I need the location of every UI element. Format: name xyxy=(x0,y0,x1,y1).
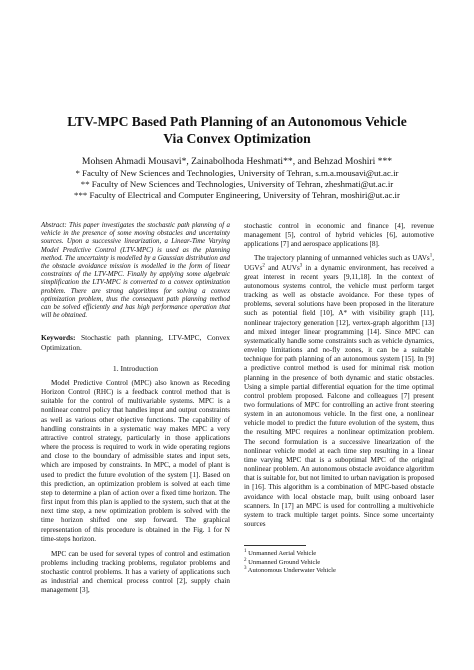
right-paragraph-1 xyxy=(244,254,434,529)
abstract-label: Abstract: xyxy=(41,222,67,229)
footnote-text-3: Autonomous Underwater Vehicle xyxy=(246,566,336,574)
footnote-text-1: Unmanned Aerial Vehicle xyxy=(246,550,317,558)
para1-text-c: and AUVs xyxy=(264,263,300,272)
footnote-mark-1: 1 xyxy=(244,548,247,554)
keywords xyxy=(41,333,230,351)
title-line-2: Via Convex Optimization xyxy=(163,131,311,146)
footnote-ref-3: 3 xyxy=(299,263,303,269)
paper-title xyxy=(40,113,434,147)
footnote-text-2: Unmanned Ground Vehicle xyxy=(246,558,321,566)
left-column xyxy=(41,222,230,602)
intro-paragraph-2: MPC can be used for several types of control and estimation problems including tracking problems, regulator problems and stochastic control problems. It has a variety of applications such as industrial and chemical process control [2], supply chain management [3], xyxy=(41,549,230,595)
para1-text-a: The trajectory planning of unmanned vehicles such as UAVs xyxy=(254,254,430,263)
footnote-1 xyxy=(244,550,434,558)
affiliation-3: *** Faculty of Electrical and Computer Engineering, University of Tehran, moshiri@ut.ac.ir xyxy=(74,190,400,200)
section-heading-introduction: 1. Introduction xyxy=(112,363,159,373)
footnote-mark-3: 3 xyxy=(244,565,247,571)
right-paragraph-0: stochastic control in economic and finance [4], revenue management [5], control of hybrid vehicles [6], automotive applications [7] and aerospace applications [8]. xyxy=(244,222,434,249)
para1-text-b: , UGVs xyxy=(244,254,434,272)
title-line-1: LTV-MPC Based Path Planning of an Autonomous Vehicle xyxy=(67,114,407,129)
right-column xyxy=(244,222,434,575)
footnote-mark-2: 2 xyxy=(244,557,247,563)
abstract xyxy=(41,222,230,320)
para1-text-d: in a dynamic environment, has received a great interest in recent years [9,11,18]. In the context of autonomous systems control, the vehicle must perform target tracking as well as obstacle avoidance. For these types of problems, several solutions have been proposed in the literature such as potential field [10], A* with visibility graph [11], nonlinear trajectory generation [12], vertex-graph algorithm [13] and mixed integer linear programming [14]. Since MPC can systematically handle some constraints such as vehicle dynamics, envelop limitations and no-fly zones, it can be a suitable technique for path planning of an autonomous system [15]. In [9] a predictive control method is used for minimal risk motion planning in the presence of both dynamic and static obstacles. Using a simple partial differential equation for the time optimal control problem proposed. Falcone and colleagues [7] present two formulations of MPC for controlling an active front steering system in an autonomous vehicle. In the first one, a nonlinear vehicle model to predict the future evolution of the system, thus the resulting MPC requires a nonlinear optimization problem. The second formulation is a successive linearization of the nonlinear vehicle model at each time step resulting in a linear time varying MPC that is a suboptimal MPC of the original nonlinear problem. An autonomous obstacle avoidance algorithm that is suitable for, but not limited to urban navigation is proposed in [16]. This algorithm is a combination of MPC-based obstacle avoidance with local obstacle map, built using onboard laser scanners. In [17] an MPC is used for controlling a multivehicle system to track multiple target points. Since some uncertainty sources xyxy=(244,263,434,528)
author-names: Mohsen Ahmadi Mousavi*, Zainabolhoda Heshmati**, and Behzad Moshiri *** xyxy=(81,156,393,167)
affiliation-1: * Faculty of New Sciences and Technologies, University of Tehran, s.m.a.mousavi@ut.ac.ir xyxy=(75,168,399,178)
intro-paragraph-1: Model Predictive Control (MPC) also known as Receding Horizon Control (RHC) is a feedback control method that is suitable for the control of multivariable systems. MPC is a nonlinear control policy that handles input and output constraints as well as various other objective functions. The capability of handling constraints in a systematic way makes MPC a very attractive control strategy, particularly in those applications where the process is required to work in wide operating regions and close to the boundary of admissible states and input sets, which are imposed by constraints. In MPC, a model of plant is used to predict the future evolution of the system [1]. Based on this prediction, an optimization problem is solved at each time step to determine a plan of action over a fixed time horizon. The first input from this plan is applied to the system, such that at the next time step, a new optimization problem is solved with the time horizon shifted one step forward. The graphical representation of this procedure is obtained in the Fig. 1 for N time-steps horizon. xyxy=(41,379,230,543)
abstract-text: This paper investigates the stochastic path planning of a vehicle in the presence of some moving obstacles and uncertainty sources. Upon a successive linearization, a Linear-Time Varying Model Predictive Control (LTV-MPC) is used as the planning method. The uncertainty is modelled by a Gaussian distribution and the obstacle avoidance mission is modelled in the form of linear constraints of the LTV-MPC. Finally by applying some algebraic simplification the LTV-MPC is converted to a convex optimization problem. There are strong algorithms for solving a convex optimization problem, thus the consequent path planning method can be solved efficiently and has high performance operation that will be obtained. xyxy=(41,222,230,320)
footnotes xyxy=(244,550,434,575)
keywords-label: Keywords: xyxy=(41,333,76,343)
footnote-3 xyxy=(244,567,434,575)
footnote-2 xyxy=(244,559,434,567)
footnote-ref-1: 1 xyxy=(429,254,433,260)
footnote-ref-2: 2 xyxy=(262,263,265,269)
author-block xyxy=(30,155,444,201)
footnote-divider xyxy=(244,545,306,546)
affiliation-2: ** Faculty of New Sciences and Technologies, University of Tehran, zheshmati@ut.ac.ir xyxy=(80,179,394,189)
keywords-text: Stochastic path planning, LTV-MPC, Convex Optimization. xyxy=(41,333,230,352)
